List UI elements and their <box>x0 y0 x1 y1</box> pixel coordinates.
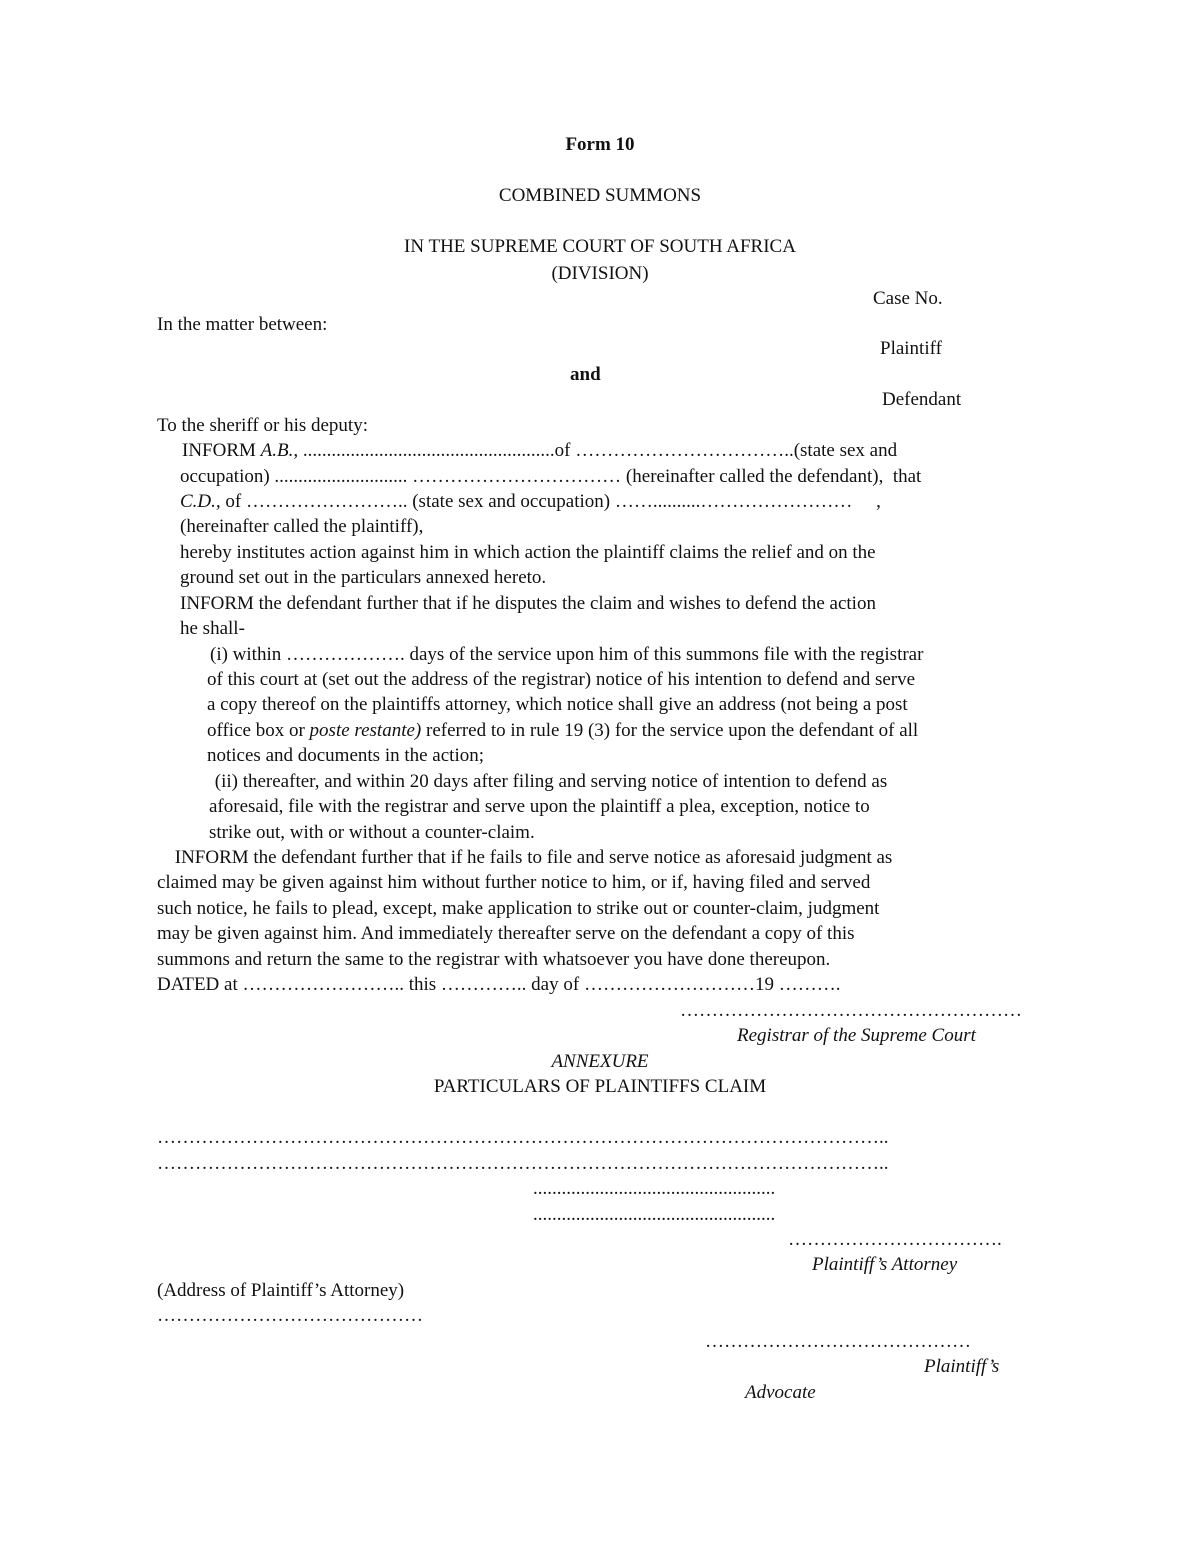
paragraph-line: may be given against him. And immediately thereafter serve on the defendant a copy of this <box>157 923 855 944</box>
clause-i-line: a copy thereof on the plaintiffs attorney, which notice shall give an address (not being a post <box>207 694 908 715</box>
clause-ii-line: (ii) thereafter, and within 20 days after filing and serving notice of intention to defend as <box>210 771 888 792</box>
body-line: occupation) ............................ …………………………… (hereinafter called the defendant), that <box>180 466 922 487</box>
plaintiff-label: Plaintiff <box>880 338 942 359</box>
paragraph-line: such notice, he fails to plead, except, make application to strike out or counter-claim, judgment <box>157 898 880 919</box>
body-line: hereby institutes action against him in which action the plaintiff claims the relief and on the <box>180 542 876 563</box>
clause-ii-line: strike out, with or without a counter-claim. <box>209 822 535 843</box>
advocate-label-plaintiffs: Plaintiff’s <box>924 1356 1000 1377</box>
text-span: referred to in rule 19 (3) for the service upon the defendant of all <box>421 720 919 741</box>
body-line: INFORM the defendant further that if he disputes the claim and wishes to defend the action <box>180 593 876 614</box>
text-span: .....................................................of ……………………………..(state sex and <box>298 440 898 461</box>
clause-i-line: of this court at (set out the address of the registrar) notice of his intention to defend and serve <box>207 669 916 690</box>
attorney-label: Plaintiff’s Attorney <box>812 1254 958 1275</box>
body-line <box>180 489 881 514</box>
court-name: IN THE SUPREME COURT OF SOUTH AFRICA <box>404 236 796 257</box>
annexure-title: ANNEXURE <box>551 1051 649 1072</box>
annexure-subtitle: PARTICULARS OF PLAINTIFFS CLAIM <box>433 1076 767 1097</box>
body-line <box>182 438 897 463</box>
defendant-label: Defendant <box>882 389 962 410</box>
body-line: ground set out in the particulars annexed hereto. <box>180 567 547 588</box>
body-line: (hereinafter called the plaintiff), <box>180 516 424 537</box>
and-label: and <box>570 364 601 385</box>
dated-line: DATED at …………………….. this ………….. day of ………………………19 ………. <box>157 974 841 995</box>
text-span: of …………………….. (state sex and occupation) ……..........…………………… , <box>220 491 881 512</box>
claim-line: …………………………………………………………………………………………………….. <box>157 1127 889 1148</box>
division: (DIVISION) <box>551 263 649 284</box>
clause-ii-line: aforesaid, file with the registrar and serve upon the plaintiff a plea, exception, notice to <box>209 796 870 817</box>
attorney-address-label: (Address of Plaintiff’s Attorney) <box>157 1280 405 1301</box>
party-cd: C.D., <box>180 491 221 512</box>
poste-restante: poste restante) <box>309 720 422 741</box>
matter-between: In the matter between: <box>157 314 328 335</box>
paragraph-line: INFORM the defendant further that if he fails to file and serve notice as aforesaid judgment as <box>170 847 893 868</box>
clause-i-line: notices and documents in the action; <box>207 745 485 766</box>
attorney-address-line: …………………………………… <box>157 1305 423 1326</box>
registrar-label: Registrar of the Supreme Court <box>737 1025 976 1046</box>
attorney-signature-line: ……………………………. <box>788 1229 1002 1250</box>
registrar-signature-line: ……………………………………………… <box>680 1000 1022 1021</box>
paragraph-line: summons and return the same to the registrar with whatsoever you have done thereupon. <box>157 949 831 970</box>
to-sheriff: To the sheriff or his deputy: <box>157 415 368 436</box>
advocate-label: Advocate <box>745 1382 816 1403</box>
paragraph-line: claimed may be given against him without further notice to him, or if, having filed and served <box>157 872 871 893</box>
claim-line-short: ................................................... <box>533 1178 776 1199</box>
document-type: COMBINED SUMMONS <box>498 185 702 206</box>
claim-line: …………………………………………………………………………………………………….. <box>157 1153 889 1174</box>
advocate-signature-line: …………………………………… <box>705 1331 971 1352</box>
case-number-label: Case No. <box>873 288 943 309</box>
claim-line-short: ................................................... <box>533 1204 776 1225</box>
form-number: Form 10 <box>565 134 635 155</box>
clause-i-line: (i) within ………………. days of the service upon him of this summons file with the registrar <box>210 644 924 665</box>
clause-i-line <box>207 718 918 743</box>
text-span: INFORM <box>182 440 261 461</box>
party-ab: A.B., <box>260 440 299 461</box>
body-line: he shall- <box>180 618 245 639</box>
text-span: office box or <box>207 720 310 741</box>
